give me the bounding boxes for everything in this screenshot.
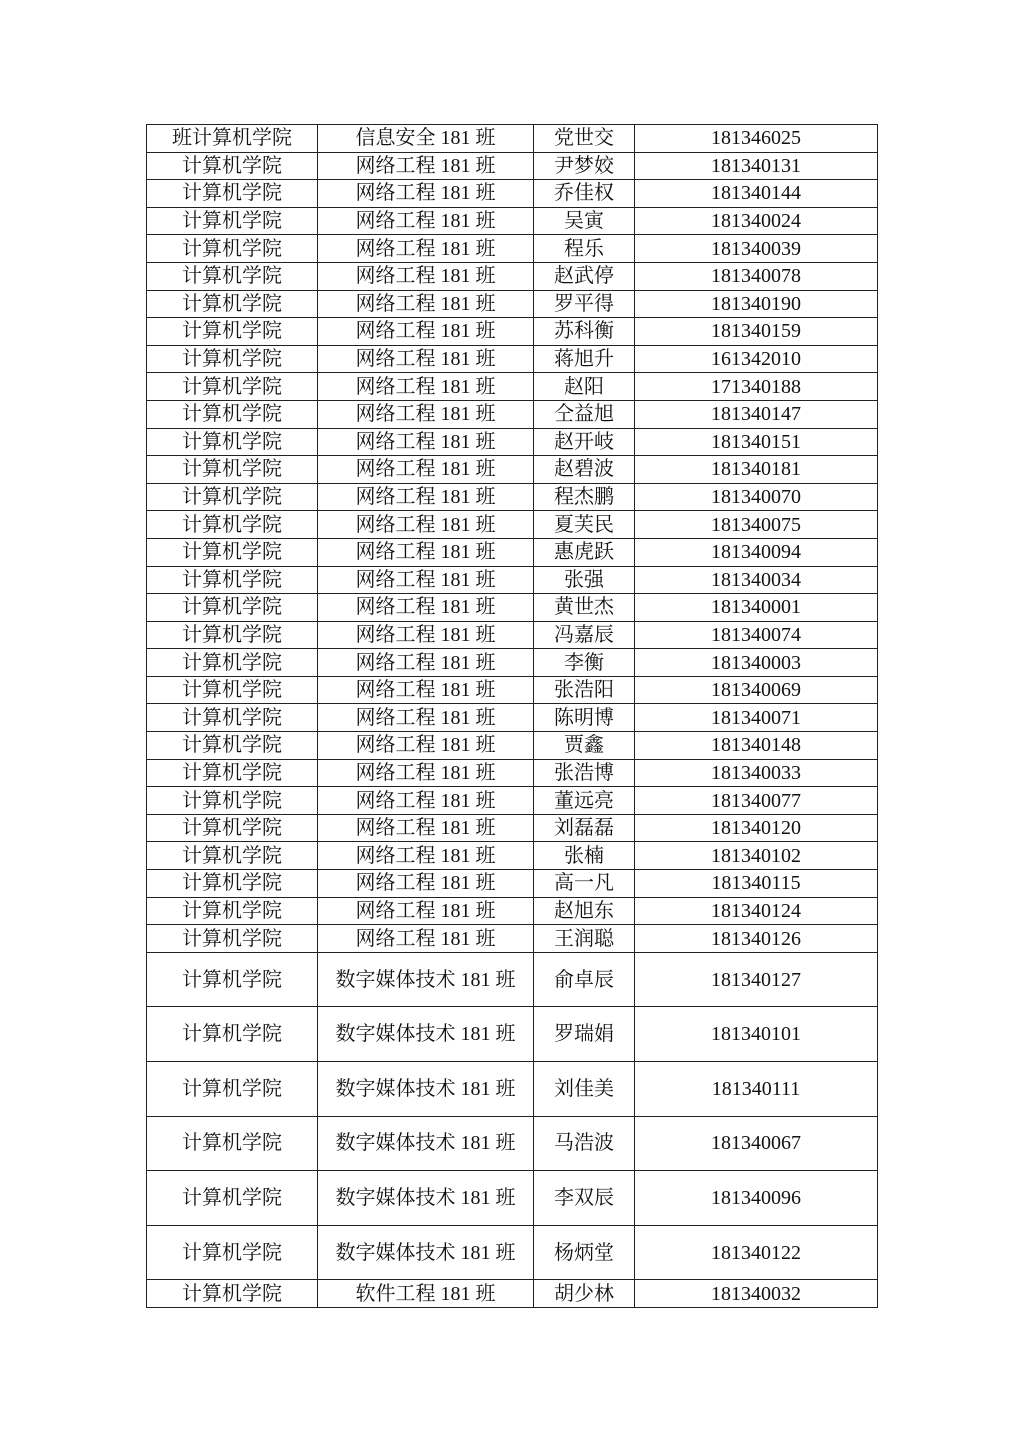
name-cell: 赵碧波 [534, 456, 635, 484]
class-cell: 网络工程 181 班 [318, 152, 534, 180]
college-cell: 计算机学院 [147, 1225, 318, 1280]
table-row [147, 152, 878, 180]
college-cell: 计算机学院 [147, 290, 318, 318]
class-cell: 网络工程 181 班 [318, 759, 534, 787]
college-cell: 计算机学院 [147, 649, 318, 677]
name-cell: 仝益旭 [534, 400, 635, 428]
class-cell: 网络工程 181 班 [318, 428, 534, 456]
student-id-cell: 181340147 [635, 400, 878, 428]
table-row [147, 262, 878, 290]
class-cell: 网络工程 181 班 [318, 180, 534, 208]
table-row [147, 428, 878, 456]
class-cell: 网络工程 181 班 [318, 456, 534, 484]
college-cell: 计算机学院 [147, 1116, 318, 1171]
name-cell: 苏科衡 [534, 318, 635, 346]
student-id-cell: 181340078 [635, 262, 878, 290]
class-cell: 网络工程 181 班 [318, 870, 534, 898]
table-row [147, 759, 878, 787]
student-roster-table [146, 124, 878, 1308]
student-id-cell: 181340126 [635, 925, 878, 953]
name-cell: 高一凡 [534, 870, 635, 898]
college-cell: 计算机学院 [147, 235, 318, 263]
name-cell: 刘佳美 [534, 1062, 635, 1117]
name-cell: 罗平得 [534, 290, 635, 318]
table-row [147, 1062, 878, 1117]
college-cell: 计算机学院 [147, 759, 318, 787]
table-row [147, 1225, 878, 1280]
table-row [147, 621, 878, 649]
student-id-cell: 181340096 [635, 1171, 878, 1226]
name-cell: 杨炳堂 [534, 1225, 635, 1280]
class-cell: 网络工程 181 班 [318, 704, 534, 732]
table-row [147, 925, 878, 953]
student-id-cell: 181340024 [635, 207, 878, 235]
class-cell: 信息安全 181 班 [318, 125, 534, 153]
student-id-cell: 181340074 [635, 621, 878, 649]
college-cell: 班计算机学院 [147, 125, 318, 153]
name-cell: 吴寅 [534, 207, 635, 235]
class-cell: 网络工程 181 班 [318, 925, 534, 953]
college-cell: 计算机学院 [147, 400, 318, 428]
student-id-cell: 181340069 [635, 676, 878, 704]
name-cell: 胡少林 [534, 1280, 635, 1308]
table-row [147, 649, 878, 677]
class-cell: 网络工程 181 班 [318, 897, 534, 925]
student-id-cell: 181340070 [635, 483, 878, 511]
class-cell: 网络工程 181 班 [318, 345, 534, 373]
class-cell: 网络工程 181 班 [318, 621, 534, 649]
name-cell: 贾鑫 [534, 732, 635, 760]
college-cell: 计算机学院 [147, 373, 318, 401]
student-id-cell: 181340077 [635, 787, 878, 815]
name-cell: 乔佳权 [534, 180, 635, 208]
table-row [147, 207, 878, 235]
table-row [147, 732, 878, 760]
class-cell: 网络工程 181 班 [318, 842, 534, 870]
college-cell: 计算机学院 [147, 538, 318, 566]
name-cell: 赵开岐 [534, 428, 635, 456]
name-cell: 夏芙民 [534, 511, 635, 539]
college-cell: 计算机学院 [147, 870, 318, 898]
student-id-cell: 181340003 [635, 649, 878, 677]
table-row [147, 456, 878, 484]
class-cell: 数字媒体技术 181 班 [318, 1007, 534, 1062]
student-id-cell: 181340131 [635, 152, 878, 180]
class-cell: 网络工程 181 班 [318, 318, 534, 346]
table-row [147, 704, 878, 732]
college-cell: 计算机学院 [147, 925, 318, 953]
class-cell: 网络工程 181 班 [318, 400, 534, 428]
college-cell: 计算机学院 [147, 180, 318, 208]
table-row [147, 373, 878, 401]
college-cell: 计算机学院 [147, 842, 318, 870]
college-cell: 计算机学院 [147, 152, 318, 180]
table-row [147, 180, 878, 208]
table-row [147, 1007, 878, 1062]
student-id-cell: 181340102 [635, 842, 878, 870]
student-id-cell: 181340039 [635, 235, 878, 263]
class-cell: 网络工程 181 班 [318, 483, 534, 511]
college-cell: 计算机学院 [147, 787, 318, 815]
name-cell: 张强 [534, 566, 635, 594]
college-cell: 计算机学院 [147, 1171, 318, 1226]
table-row [147, 235, 878, 263]
class-cell: 网络工程 181 班 [318, 676, 534, 704]
student-id-cell: 181340151 [635, 428, 878, 456]
name-cell: 李衡 [534, 649, 635, 677]
student-id-cell: 181340120 [635, 814, 878, 842]
table-row [147, 125, 878, 153]
class-cell: 网络工程 181 班 [318, 594, 534, 622]
table-row [147, 676, 878, 704]
college-cell: 计算机学院 [147, 262, 318, 290]
student-id-cell: 181340075 [635, 511, 878, 539]
college-cell: 计算机学院 [147, 594, 318, 622]
table-row [147, 787, 878, 815]
student-id-cell: 181340034 [635, 566, 878, 594]
student-id-cell: 181340144 [635, 180, 878, 208]
student-id-cell: 181346025 [635, 125, 878, 153]
college-cell: 计算机学院 [147, 483, 318, 511]
college-cell: 计算机学院 [147, 814, 318, 842]
class-cell: 网络工程 181 班 [318, 814, 534, 842]
student-id-cell: 181340111 [635, 1062, 878, 1117]
name-cell: 黄世杰 [534, 594, 635, 622]
name-cell: 蒋旭升 [534, 345, 635, 373]
table-row [147, 842, 878, 870]
name-cell: 张浩博 [534, 759, 635, 787]
table-row [147, 318, 878, 346]
college-cell: 计算机学院 [147, 428, 318, 456]
college-cell: 计算机学院 [147, 952, 318, 1007]
name-cell: 程杰鹏 [534, 483, 635, 511]
table-row [147, 870, 878, 898]
student-id-cell: 181340159 [635, 318, 878, 346]
student-id-cell: 181340101 [635, 1007, 878, 1062]
class-cell: 软件工程 181 班 [318, 1280, 534, 1308]
college-cell: 计算机学院 [147, 1062, 318, 1117]
name-cell: 赵旭东 [534, 897, 635, 925]
name-cell: 李双辰 [534, 1171, 635, 1226]
class-cell: 数字媒体技术 181 班 [318, 1225, 534, 1280]
table-row [147, 566, 878, 594]
name-cell: 冯嘉辰 [534, 621, 635, 649]
name-cell: 党世交 [534, 125, 635, 153]
college-cell: 计算机学院 [147, 318, 318, 346]
student-id-cell: 181340067 [635, 1116, 878, 1171]
student-id-cell: 161342010 [635, 345, 878, 373]
college-cell: 计算机学院 [147, 621, 318, 649]
table-row [147, 897, 878, 925]
class-cell: 网络工程 181 班 [318, 290, 534, 318]
student-id-cell: 181340181 [635, 456, 878, 484]
student-id-cell: 181340094 [635, 538, 878, 566]
name-cell: 王润聪 [534, 925, 635, 953]
table-row [147, 400, 878, 428]
college-cell: 计算机学院 [147, 704, 318, 732]
college-cell: 计算机学院 [147, 732, 318, 760]
name-cell: 惠虎跃 [534, 538, 635, 566]
student-id-cell: 181340001 [635, 594, 878, 622]
name-cell: 张楠 [534, 842, 635, 870]
student-id-cell: 181340124 [635, 897, 878, 925]
class-cell: 网络工程 181 班 [318, 373, 534, 401]
table-row [147, 1116, 878, 1171]
class-cell: 网络工程 181 班 [318, 207, 534, 235]
table-row [147, 1171, 878, 1226]
table-row [147, 483, 878, 511]
college-cell: 计算机学院 [147, 1280, 318, 1308]
table-row [147, 594, 878, 622]
class-cell: 网络工程 181 班 [318, 262, 534, 290]
table-row [147, 345, 878, 373]
college-cell: 计算机学院 [147, 511, 318, 539]
class-cell: 网络工程 181 班 [318, 235, 534, 263]
college-cell: 计算机学院 [147, 897, 318, 925]
college-cell: 计算机学院 [147, 676, 318, 704]
class-cell: 数字媒体技术 181 班 [318, 1062, 534, 1117]
class-cell: 网络工程 181 班 [318, 649, 534, 677]
class-cell: 网络工程 181 班 [318, 732, 534, 760]
name-cell: 马浩波 [534, 1116, 635, 1171]
student-id-cell: 181340115 [635, 870, 878, 898]
class-cell: 数字媒体技术 181 班 [318, 1116, 534, 1171]
name-cell: 赵武停 [534, 262, 635, 290]
student-id-cell: 181340033 [635, 759, 878, 787]
student-id-cell: 171340188 [635, 373, 878, 401]
name-cell: 罗瑞娟 [534, 1007, 635, 1062]
college-cell: 计算机学院 [147, 207, 318, 235]
student-id-cell: 181340190 [635, 290, 878, 318]
student-id-cell: 181340148 [635, 732, 878, 760]
roster-body [147, 125, 878, 1308]
class-cell: 数字媒体技术 181 班 [318, 1171, 534, 1226]
college-cell: 计算机学院 [147, 456, 318, 484]
student-id-cell: 181340122 [635, 1225, 878, 1280]
college-cell: 计算机学院 [147, 566, 318, 594]
class-cell: 网络工程 181 班 [318, 511, 534, 539]
table-row [147, 1280, 878, 1308]
name-cell: 程乐 [534, 235, 635, 263]
name-cell: 张浩阳 [534, 676, 635, 704]
college-cell: 计算机学院 [147, 1007, 318, 1062]
name-cell: 刘磊磊 [534, 814, 635, 842]
name-cell: 赵阳 [534, 373, 635, 401]
class-cell: 数字媒体技术 181 班 [318, 952, 534, 1007]
class-cell: 网络工程 181 班 [318, 538, 534, 566]
name-cell: 董远亮 [534, 787, 635, 815]
student-id-cell: 181340127 [635, 952, 878, 1007]
name-cell: 俞卓辰 [534, 952, 635, 1007]
student-id-cell: 181340071 [635, 704, 878, 732]
table-row [147, 538, 878, 566]
table-row [147, 511, 878, 539]
student-id-cell: 181340032 [635, 1280, 878, 1308]
table-row [147, 952, 878, 1007]
class-cell: 网络工程 181 班 [318, 787, 534, 815]
name-cell: 陈明博 [534, 704, 635, 732]
class-cell: 网络工程 181 班 [318, 566, 534, 594]
name-cell: 尹梦姣 [534, 152, 635, 180]
college-cell: 计算机学院 [147, 345, 318, 373]
table-row [147, 290, 878, 318]
table-row [147, 814, 878, 842]
